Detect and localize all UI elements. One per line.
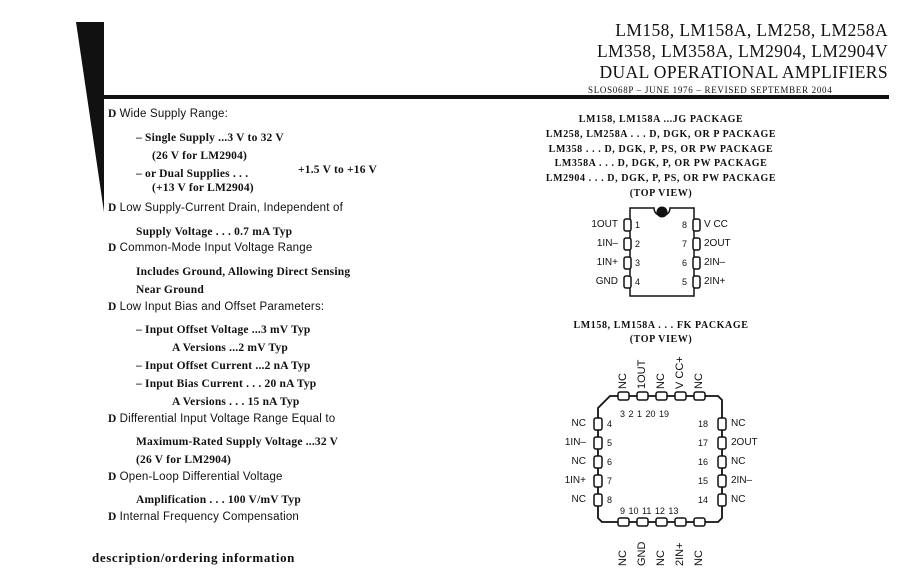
package-line-4: LM358A . . . D, DGK, P, OR PW PACKAGE	[554, 158, 768, 169]
near-ground: Near Ground	[136, 284, 204, 296]
dip-pin-4-name: GND	[595, 276, 618, 287]
single-supply-note: (26 V for LM2904)	[152, 150, 248, 162]
dip-pin-6-num: 6	[682, 258, 688, 268]
package-line-3: LM358 . . . D, DGK, P, PS, OR PW PACKAGE	[548, 144, 774, 155]
fk-pin-5-num: 5	[607, 438, 613, 448]
fk-pin-8-num: 8	[607, 495, 613, 505]
dip-pin-4-num: 4	[635, 277, 641, 287]
dip-pin-8-name: V CC	[704, 219, 728, 230]
bullet: D	[108, 413, 117, 425]
fk-bottom-name-2: GND	[636, 541, 648, 566]
package-top-view: (TOP VIEW)	[629, 188, 693, 199]
dual-supply: – or Dual Supplies . . .	[136, 168, 249, 180]
dip-pin-6-name: 2IN–	[704, 257, 726, 268]
title-line-2: LM358, LM358A, LM2904, LM2904V	[596, 41, 888, 61]
offset-voltage: – Input Offset Voltage ...3 mV Typ	[136, 324, 311, 336]
fk-pin-16-num: 16	[698, 457, 709, 467]
package-line-5: LM2904 . . . D, DGK, P, PS, OR PW PACKAGE	[545, 173, 777, 184]
fk-pin-4-num: 4	[607, 419, 613, 429]
fk-bottom-name-3: NC	[655, 550, 667, 566]
dip-pin-7-num: 7	[682, 239, 688, 249]
bias-current: – Input Bias Current . . . 20 nA Typ	[136, 378, 317, 390]
fk-pin-18-name: NC	[731, 418, 746, 429]
supply-voltage: Supply Voltage . . . 0.7 mA Typ	[136, 226, 293, 238]
fk-top-name-3: NC	[655, 373, 667, 389]
fk-top-name-2: 1OUT	[636, 359, 648, 389]
section-heading: description/ordering information	[92, 550, 295, 565]
fk-pin-14-name: NC	[731, 494, 746, 505]
max-rated-note: (26 V for LM2904)	[136, 454, 232, 466]
offset-voltage-a: A Versions ...2 mV Typ	[172, 342, 288, 354]
package-line-1: LM158, LM158A ...JG PACKAGE	[578, 114, 744, 125]
fk-bottom-numbers: 9 10 11 12 13	[620, 506, 679, 516]
amplification: Amplification . . . 100 V/mV Typ	[136, 494, 301, 506]
fk-pin-14-num: 14	[698, 495, 709, 505]
bullet: D	[108, 301, 117, 313]
feature-text: Common-Mode Input Voltage Range	[119, 242, 313, 254]
dip-pin-1-num: 1	[635, 220, 641, 230]
feature-text: Differential Input Voltage Range Equal to	[119, 413, 336, 425]
fk-pin-15-name: 2IN–	[731, 475, 753, 486]
bullet: D	[108, 471, 117, 483]
offset-current: – Input Offset Current ...2 nA Typ	[136, 360, 311, 372]
dip-pin-3-num: 3	[635, 258, 641, 268]
title-line-3: DUAL OPERATIONAL AMPLIFIERS	[599, 62, 888, 82]
package-line-2: LM258, LM258A . . . D, DGK, OR P PACKAGE	[545, 129, 777, 140]
fk-bottom-name-5: NC	[693, 550, 705, 566]
document-id: SLOS068P – JUNE 1976 – REVISED SEPTEMBER 2004	[588, 85, 833, 95]
max-rated: Maximum-Rated Supply Voltage ...32 V	[136, 436, 339, 448]
dip-pin-5-num: 5	[682, 277, 688, 287]
bullet: D	[108, 242, 117, 254]
bullet: D	[108, 202, 117, 214]
bullet: D	[108, 108, 117, 120]
fk-package-line: LM158, LM158A . . . FK PACKAGE	[573, 320, 749, 331]
dip-pin-8-num: 8	[682, 220, 688, 230]
fk-pin-7-name: 1IN+	[564, 475, 586, 486]
fk-top-name-4: V CC+	[674, 356, 686, 389]
dip-pin-2-name: 1IN–	[596, 238, 618, 249]
single-supply: – Single Supply ...3 V to 32 V	[136, 132, 284, 144]
fk-pin-7-num: 7	[607, 476, 613, 486]
fk-top-name-1: NC	[617, 373, 629, 389]
fk-pin-8-name: NC	[571, 494, 586, 505]
dual-supply-note: (+13 V for LM2904)	[152, 182, 254, 194]
dip-pin-1-name: 1OUT	[591, 219, 618, 230]
fk-pin-16-name: NC	[731, 456, 746, 467]
bullet: D	[108, 511, 117, 523]
feature-text: Low Input Bias and Offset Parameters:	[119, 301, 325, 313]
fk-top-numbers: 3 2 1 20 19	[620, 409, 670, 419]
bias-current-a: A Versions . . . 15 nA Typ	[172, 396, 300, 408]
dip-pin-5-name: 2IN+	[704, 276, 726, 287]
title-line-1: LM158, LM158A, LM258, LM258A	[615, 20, 888, 40]
fk-pin-18-num: 18	[698, 419, 709, 429]
feature-text: Wide Supply Range:	[119, 108, 229, 120]
dip-pin-3-name: 1IN+	[596, 257, 618, 268]
fk-pin-17-name: 2OUT	[731, 437, 758, 448]
fk-bottom-name-1: NC	[617, 550, 629, 566]
feature-text: Internal Frequency Compensation	[119, 511, 300, 523]
fk-top-view: (TOP VIEW)	[629, 334, 693, 345]
feature-text: Open-Loop Differential Voltage	[119, 471, 283, 483]
fk-pin-17-num: 17	[698, 438, 709, 448]
fk-pin-6-name: NC	[571, 456, 586, 467]
fk-top-name-5: NC	[693, 373, 705, 389]
includes-ground: Includes Ground, Allowing Direct Sensing	[136, 266, 351, 278]
fk-bottom-name-4: 2IN+	[674, 542, 686, 566]
fk-pin-5-name: 1IN–	[564, 437, 586, 448]
feature-text: Low Supply-Current Drain, Independent of	[119, 202, 344, 214]
fk-pin-15-num: 15	[698, 476, 709, 486]
dip-pin-7-name: 2OUT	[704, 238, 731, 249]
dip-pin-2-num: 2	[635, 239, 641, 249]
dual-supply-range: +1.5 V to +16 V	[298, 164, 378, 176]
fk-pin-6-num: 6	[607, 457, 613, 467]
fk-pin-4-name: NC	[571, 418, 586, 429]
